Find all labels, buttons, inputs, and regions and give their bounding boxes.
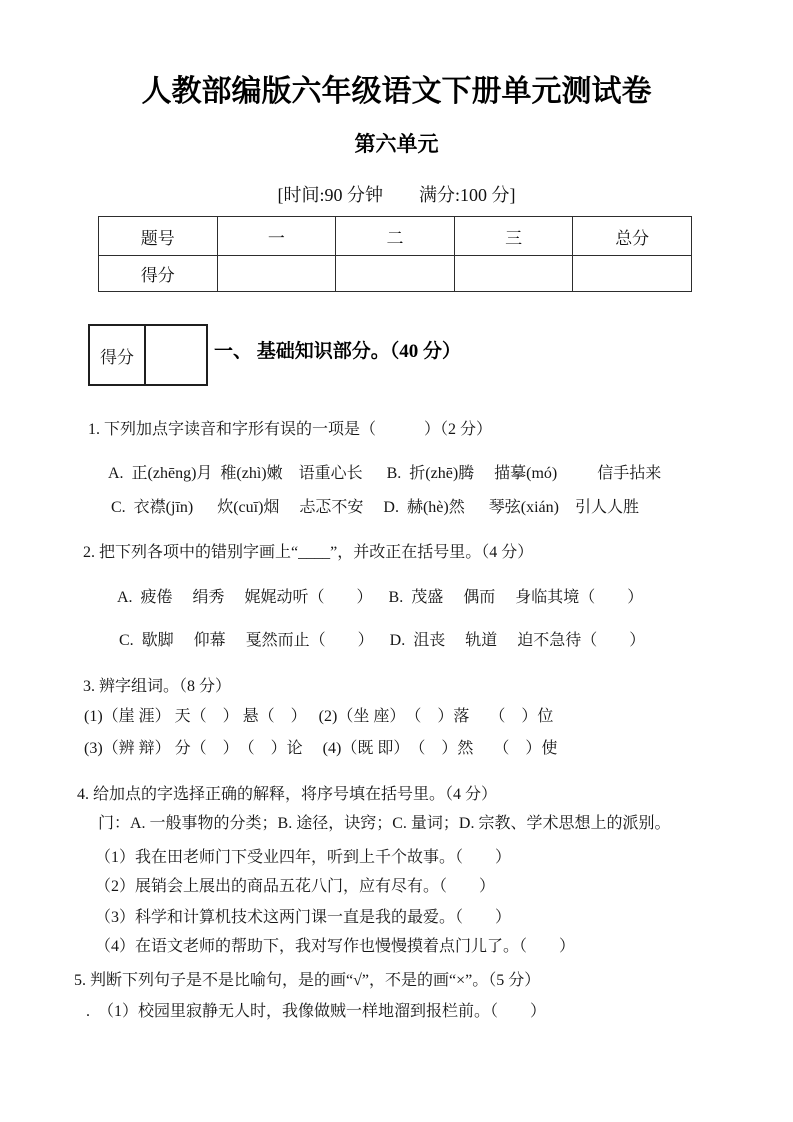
question-4-stem: 4. 给加点的字选择正确的解释，将序号填在括号里。（4 分）: [77, 786, 498, 803]
question-1-stem: 1. 下列加点字读音和字形有误的一项是（ ）（2 分）: [88, 421, 493, 438]
score-row-label-cell: 得分: [99, 256, 218, 292]
question-1-options-ab: A. 正(zhēng)月 稚(zhì)嫩 语重心长 B. 折(zhē)腾 描摹(mó) 信手拈来: [108, 465, 662, 482]
score-table-header-cell: 二: [336, 217, 455, 256]
question-2-options-cd: C. 歇脚 仰幕 戛然而止（ ） D. 沮丧 轨道 迫不急待（ ）: [119, 632, 646, 649]
question-2-options-ab: A. 疲倦 绢秀 娓娓动听（ ） B. 茂盛 偶而 身临其境（ ）: [117, 589, 644, 606]
score-table-header-cell: 一: [217, 217, 336, 256]
section-score-box-blank: [146, 326, 206, 384]
score-table-score-row: [99, 256, 692, 292]
question-3-line1: (1)（崖 涯） 天（ ） 悬（ ） (2)（坐 座） （ ）落 （ ）位: [84, 708, 554, 725]
score-summary-table: [98, 216, 692, 292]
exam-time-score-info: [时间:90 分钟 满分:100 分]: [277, 185, 516, 205]
question-2-stem: 2. 把下列各项中的错别字画上“____”，并改正在括号里。（4 分）: [83, 544, 534, 561]
question-4-sentence-4: （4）在语文老师的帮助下，我对写作也慢慢摸着点门儿了。（ ）: [95, 938, 576, 955]
section-score-box: [88, 324, 208, 386]
question-3-stem: 3. 辨字组词。（8 分）: [83, 678, 232, 695]
score-table-header-cell: 总分: [573, 217, 692, 256]
score-table-header-row: [99, 217, 692, 256]
question-5-stem: 5. 判断下列句子是不是比喻句，是的画“√”，不是的画“×”。（5 分）: [74, 972, 541, 989]
question-4-sentence-1: （1）我在田老师门下受业四年，听到上千个故事。（ ）: [95, 849, 512, 866]
question-4-sentence-2: （2）展销会上展出的商品五花八门，应有尽有。（ ）: [95, 878, 496, 895]
section-score-box-label: 得分: [90, 326, 146, 384]
score-blank-cell: [336, 256, 455, 292]
question-3-line2: (3)（辨 辩） 分（ ） （ ）论 (4)（既 即） （ ）然 （ ）使: [84, 740, 558, 757]
score-blank-cell: [217, 256, 336, 292]
question-1-options-cd: C. 衣襟(jīn) 炊(cuī)烟 忐忑不安 D. 赫(hè)然 琴弦(xián) 引人人胜: [111, 499, 639, 516]
question-4-definition: 门：A. 一般事物的分类；B. 途径，诀窍；C. 量词；D. 宗教、学术思想上的派别。: [98, 815, 671, 832]
score-blank-cell: [454, 256, 573, 292]
question-4-sentence-3: （3）科学和计算机技术这两门课一直是我的最爱。（ ）: [95, 909, 512, 926]
score-table-header-cell: 题号: [99, 217, 218, 256]
score-blank-cell: [573, 256, 692, 292]
section-one-heading: 一、 基础知识部分。（40 分）: [214, 341, 462, 362]
unit-subtitle: 第六单元: [354, 133, 439, 156]
exam-title: 人教部编版六年级语文下册单元测试卷: [141, 75, 652, 108]
question-5-sentence-1: . （1）校园里寂静无人时，我像做贼一样地溜到报栏前。（ ）: [86, 1003, 547, 1020]
score-table-header-cell: 三: [454, 217, 573, 256]
